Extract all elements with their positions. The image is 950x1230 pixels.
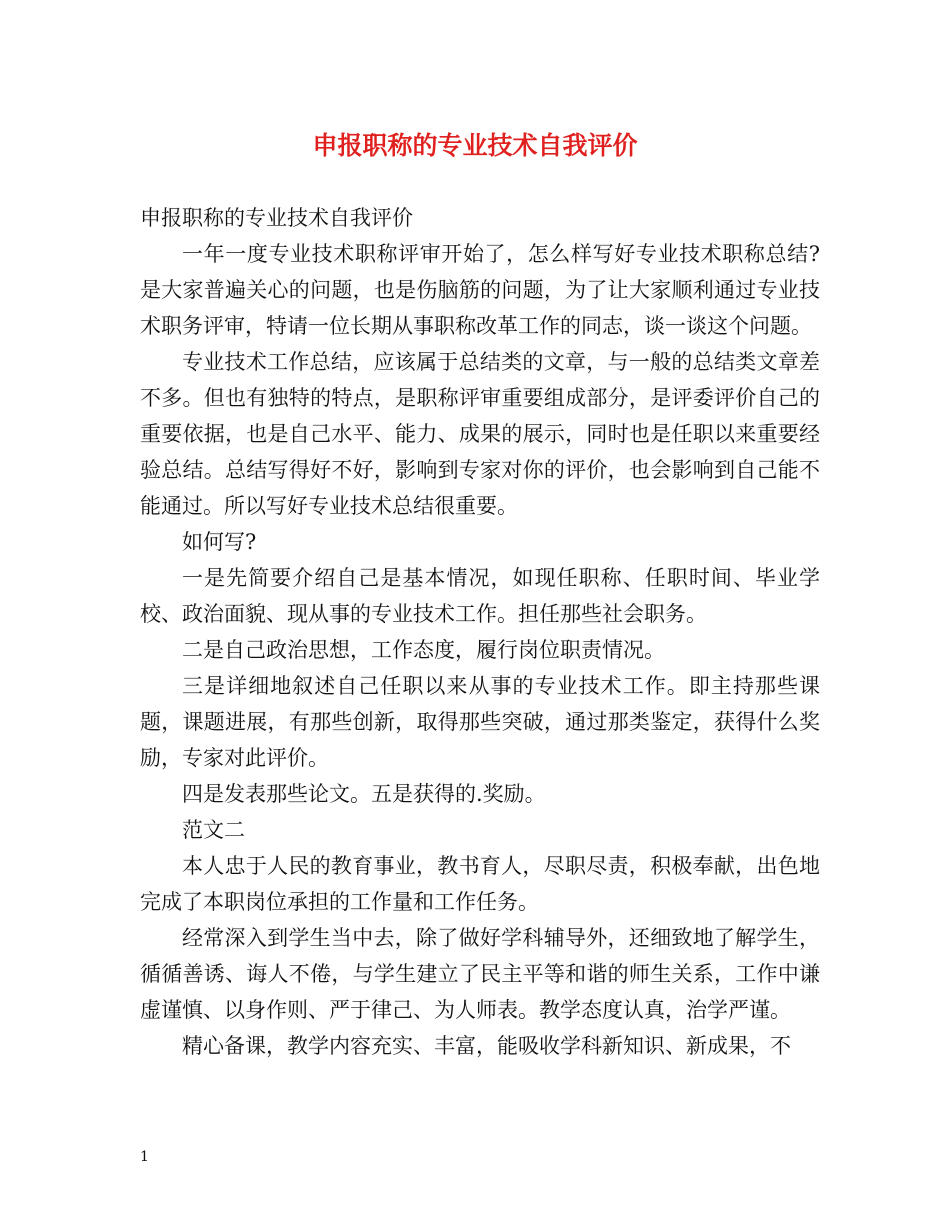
document-subtitle: 申报职称的专业技术自我评价 (140, 206, 413, 230)
paragraph-6: 三是详细地叙述自己任职以来从事的专业技术工作。即主持那些课题，课题进展，有那些创新，取得那些突破，通过那类鉴定，获得什么奖励，专家对此评价。 (140, 674, 820, 770)
paragraph-10: 经常深入到学生当中去，除了做好学科辅导外，还细致地了解学生，循循善诱、诲人不倦，与学生建立了民主平等和谐的师生关系，工作中谦虚谨慎、以身作则、严于律己、为人师表。教学态度认真，治学严谨。 (140, 926, 820, 1022)
paragraph-8: 范文二 (182, 818, 245, 842)
document-title: 申报职称的专业技术自我评价 (312, 131, 638, 160)
paragraph-9: 本人忠于人民的教育事业，教书育人，尽职尽责，积极奉献，出色地完成了本职岗位承担的工作量和工作任务。 (140, 854, 820, 914)
paragraph-1: 一年一度专业技术职称评审开始了，怎么样写好专业技术职称总结?是大家普遍关心的问题，也是伤脑筋的问题，为了让大家顺利通过专业技术职务评审，特请一位长期从事职称改革工作的同志，谈一谈这个问题。 (140, 242, 820, 338)
paragraph-3: 如何写? (182, 530, 257, 554)
page-number: 1 (140, 1149, 149, 1165)
paragraph-11: 精心备课，教学内容充实、丰富，能吸收学科新知识、新成果，不 (182, 1034, 791, 1058)
document-body (140, 200, 820, 1064)
paragraph-4: 一是先简要介绍自己是基本情况，如现任职称、任职时间、毕业学校、政治面貌、现从事的专业技术工作。担任那些社会职务。 (140, 566, 820, 626)
paragraph-2: 专业技术工作总结，应该属于总结类的文章，与一般的总结类文章差不多。但也有独特的特点，是职称评审重要组成部分，是评委评价自己的重要依据，也是自己水平、能力、成果的展示，同时也是任职以来重要经验总结。总结写得好不好，影响到专家对你的评价，也会影响到自己能不能通过。所以写好专业技术总结很重要。 (140, 350, 820, 518)
paragraph-5: 二是自己政治思想，工作态度，履行岗位职责情况。 (182, 638, 665, 662)
paragraph-7: 四是发表那些论文。五是获得的.奖励。 (182, 782, 546, 806)
